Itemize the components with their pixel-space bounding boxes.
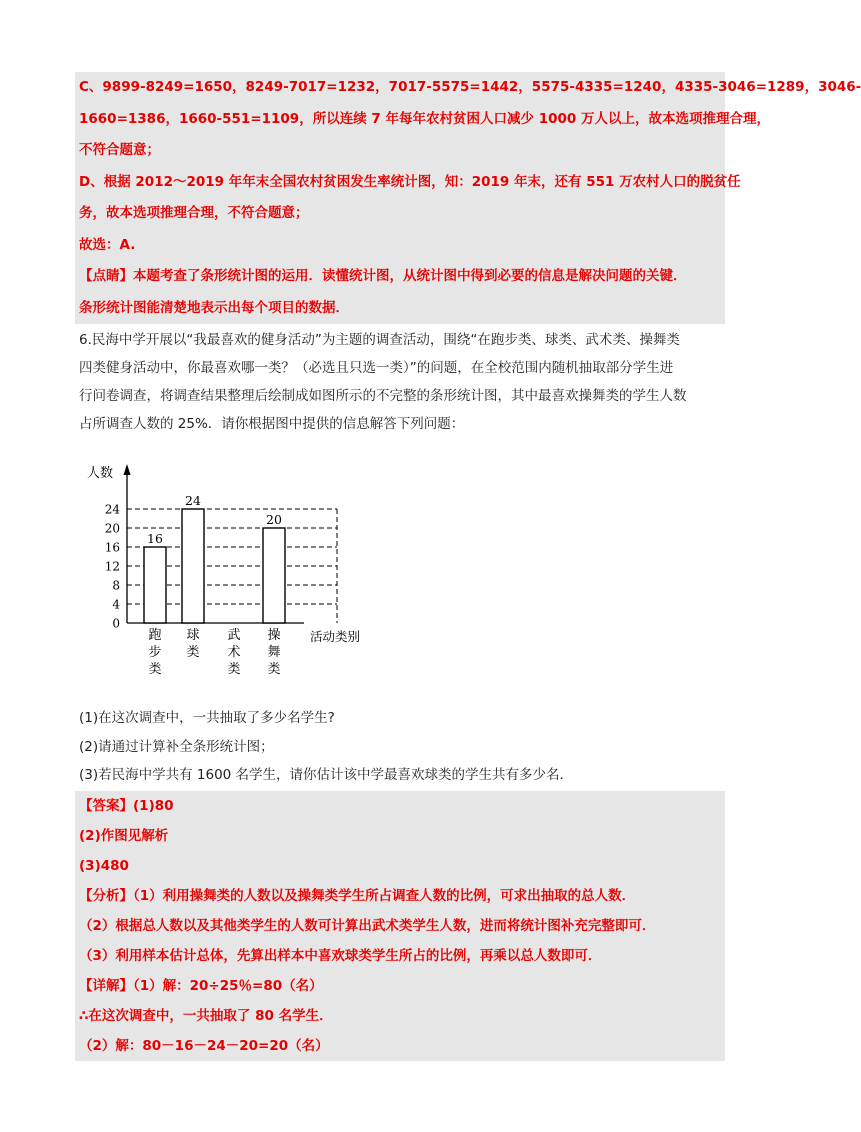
answer-block	[75, 791, 725, 1061]
question-block	[75, 326, 725, 438]
y-axis-arrow	[124, 464, 131, 475]
category-label: 类	[186, 645, 200, 660]
category-label: 操	[267, 628, 281, 643]
sub-question-3: (3)若民海中学共有 1600 名学生，请你估计该中学最喜欢球类的学生共有多少名．	[79, 767, 574, 783]
category-label: 术	[227, 645, 241, 660]
question-line: 占所调查人数的 25%．请你根据图中提供的信息解答下列问题：	[79, 416, 465, 432]
chart-bars	[144, 509, 285, 623]
solution-line: 故选：A.	[79, 236, 136, 253]
category-label: 舞	[267, 645, 281, 660]
analysis-line: （2）根据总人数以及其他类学生的人数可计算出武术类学生人数，进而将统计图补充完整即可．	[79, 918, 656, 934]
detail-line: ∴在这次调查中，一共抽取了 80 名学生．	[79, 1008, 333, 1024]
y-tick-label: 12	[104, 559, 120, 574]
previous-solution-block	[75, 72, 861, 324]
category-label: 球	[186, 628, 200, 643]
y-tick-label: 4	[112, 597, 120, 612]
data-label: 24	[185, 493, 201, 508]
y-tick-label: 8	[112, 578, 120, 593]
category-label: 类	[267, 662, 281, 677]
question-line: 四类健身活动中，你最喜欢哪一类？（必选且只选一类）”的问题，在全校范围内随机抽取部分学生进	[79, 360, 674, 376]
data-label: 16	[147, 531, 163, 546]
analysis-line: （3）利用样本估计总体，先算出样本中喜欢球类学生所占的比例，再乘以总人数即可．	[79, 948, 602, 964]
category-label: 类	[227, 662, 241, 677]
answer-line: (3)480	[79, 858, 129, 874]
question-line: 行问卷调查，将调查结果整理后绘制成如图所示的不完整的条形统计图，其中最喜欢操舞类的学生人数	[79, 388, 687, 404]
y-tick-label: 20	[104, 521, 120, 536]
answer-line: 【答案】(1)80	[79, 798, 174, 814]
detail-line: 【详解】（1）解：20÷25％=80（名）	[79, 978, 323, 994]
category-label: 步	[148, 645, 162, 660]
y-axis-title: 人数	[87, 466, 114, 481]
bar-跑步类	[144, 547, 166, 623]
solution-line: 务，故本选项推理合理，不符合题意；	[79, 205, 309, 221]
dianjing-line: 【点睛】本题考查了条形统计图的运用．读懂统计图，从统计图中得到必要的信息是解决问题的关键．	[79, 268, 687, 284]
category-label: 跑	[148, 628, 162, 643]
sub-question-2: (2)请通过计算补全条形统计图；	[79, 738, 274, 755]
category-label: 武	[227, 628, 241, 643]
x-axis-title: 活动类别	[310, 629, 361, 644]
chart-axes	[87, 464, 360, 644]
analysis-line: 【分析】（1）利用操舞类的人数以及操舞类学生所占调查人数的比例，可求出抽取的总人数．	[79, 888, 636, 904]
y-tick-label: 0	[112, 616, 120, 631]
y-tick-label: 16	[104, 540, 120, 555]
bar-操舞类	[263, 528, 285, 623]
y-tick-label: 24	[104, 502, 120, 517]
dianjing-line: 条形统计图能清楚地表示出每个项目的数据．	[79, 299, 349, 316]
bar-chart	[82, 455, 382, 680]
answer-line: (2)作图见解析	[79, 828, 169, 844]
solution-line: 1660=1386，1660-551=1109，所以连续 7 年每年农村贫困人口减少 1000 万人以上，故本选项推理合理，	[79, 110, 770, 127]
detail-line: （2）解：80－16－24－20=20（名）	[79, 1038, 329, 1054]
solution-line: D、根据 2012～2019 年年末全国农村贫困发生率统计图，知：2019 年末，还有 551 万农村人口的脱贫任	[79, 173, 741, 190]
data-label: 20	[266, 512, 282, 527]
question-line: 6.民海中学开展以“我最喜欢的健身活动”为主题的调查活动，围绕“在跑步类、球类、武术类、操舞类	[79, 332, 680, 348]
category-label: 类	[148, 662, 162, 677]
solution-line: 不符合题意；	[79, 142, 160, 158]
bar-球类	[182, 509, 204, 623]
solution-line: C、9899-8249=1650，8249-7017=1232，7017-5575=1442，5575-4335=1240，4335-3046=1289，3046-	[79, 79, 861, 95]
sub-question-1: (1)在这次调查中，一共抽取了多少名学生?	[79, 710, 335, 726]
sub-questions-block	[75, 704, 725, 790]
